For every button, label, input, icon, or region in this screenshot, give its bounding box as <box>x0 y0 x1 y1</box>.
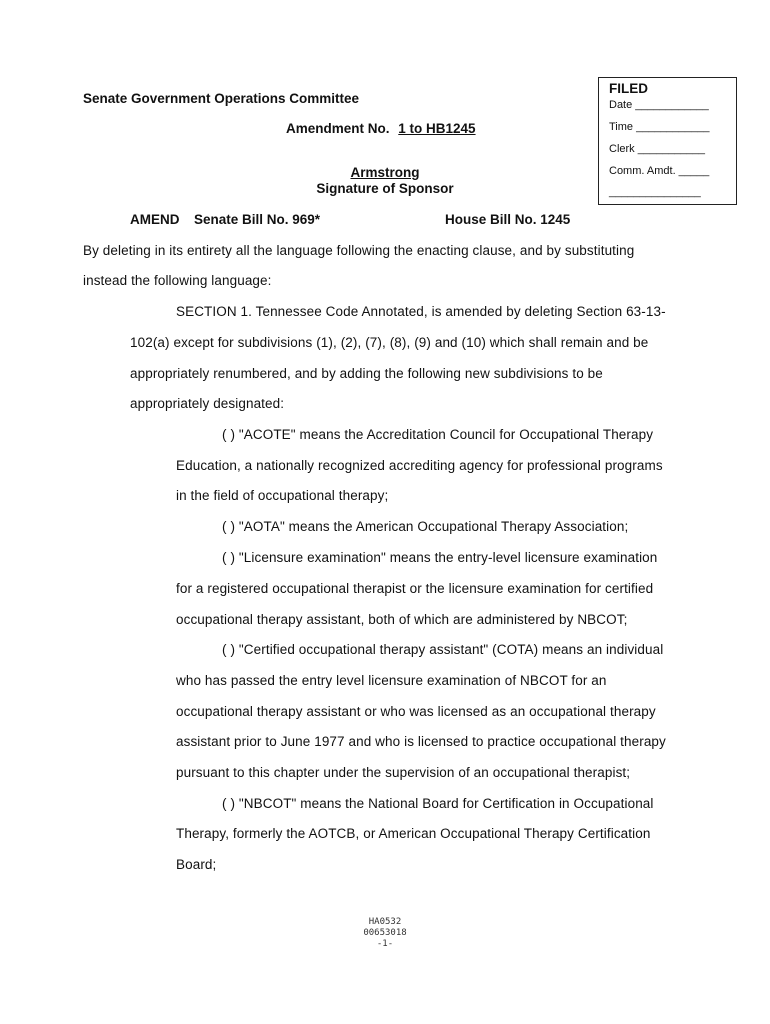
amend-label: AMEND <box>130 212 180 227</box>
body-line: assistant prior to June 1977 and who is licensed to practice occupational therapy <box>176 734 666 749</box>
body-line: who has passed the entry level licensure examination of NBCOT for an <box>176 673 607 688</box>
filed-comm-amdt: Comm. Amdt. _____ <box>609 165 710 177</box>
body-line: Education, a nationally recognized accrediting agency for professional programs <box>176 458 663 473</box>
filed-stamp-box <box>598 77 737 205</box>
body-line: occupational therapy assistant or who was licensed as an occupational therapy <box>176 704 656 719</box>
filed-date: Date ____________ <box>609 99 709 111</box>
committee-name: Senate Government Operations Committee <box>83 91 360 106</box>
body-line: appropriately renumbered, and by adding the following new subdivisions to be <box>130 366 603 381</box>
page-footer <box>335 917 435 950</box>
definition-line: ( ) "Licensure examination" means the entry-level licensure examination <box>222 550 658 565</box>
sponsor-name: Armstrong <box>350 165 420 180</box>
body-line: appropriately designated: <box>130 396 285 411</box>
page-number: -1- <box>376 939 394 949</box>
senate-bill-number: Senate Bill No. 969* <box>194 212 321 227</box>
body-line: pursuant to this chapter under the supervision of an occupational therapist; <box>176 765 631 780</box>
body-line: Board; <box>176 857 217 872</box>
definition-line: ( ) "ACOTE" means the Accreditation Council for Occupational Therapy <box>222 427 654 442</box>
body-line: occupational therapy assistant, both of which are administered by NBCOT; <box>176 612 628 627</box>
amendment-number <box>286 121 476 136</box>
sponsor-block <box>300 165 470 197</box>
filed-blank-line: _______________ <box>609 186 701 198</box>
amendment-prefix: Amendment No. <box>286 121 390 136</box>
body-line: By deleting in its entirety all the language following the enacting clause, and by substituting <box>83 243 635 258</box>
body-line: in the field of occupational therapy; <box>176 488 389 503</box>
footer-code-2: 00653018 <box>363 928 407 938</box>
body-line: for a registered occupational therapist or the licensure examination for certified <box>176 581 654 596</box>
house-bill-number: House Bill No. 1245 <box>445 212 571 227</box>
body-line: instead the following language: <box>83 273 272 288</box>
body-line: Therapy, formerly the AOTCB, or American Occupational Therapy Certification <box>176 826 651 841</box>
filed-title: FILED <box>609 81 648 96</box>
sponsor-label: Signature of Sponsor <box>316 181 454 196</box>
amendment-reference: 1 to HB1245 <box>398 121 476 136</box>
section-heading-line: SECTION 1. Tennessee Code Annotated, is amended by deleting Section 63-13- <box>176 304 666 319</box>
filed-time: Time ____________ <box>609 121 710 133</box>
filed-clerk: Clerk ___________ <box>609 143 706 155</box>
definition-line: ( ) "AOTA" means the American Occupational Therapy Association; <box>222 519 629 534</box>
footer-code-1: HA0532 <box>368 917 402 927</box>
definition-line: ( ) "Certified occupational therapy assistant" (COTA) means an individual <box>222 642 664 657</box>
definition-line: ( ) "NBCOT" means the National Board for Certification in Occupational <box>222 796 654 811</box>
body-line: 102(a) except for subdivisions (1), (2), (7), (8), (9) and (10) which shall remain and be <box>130 335 649 350</box>
